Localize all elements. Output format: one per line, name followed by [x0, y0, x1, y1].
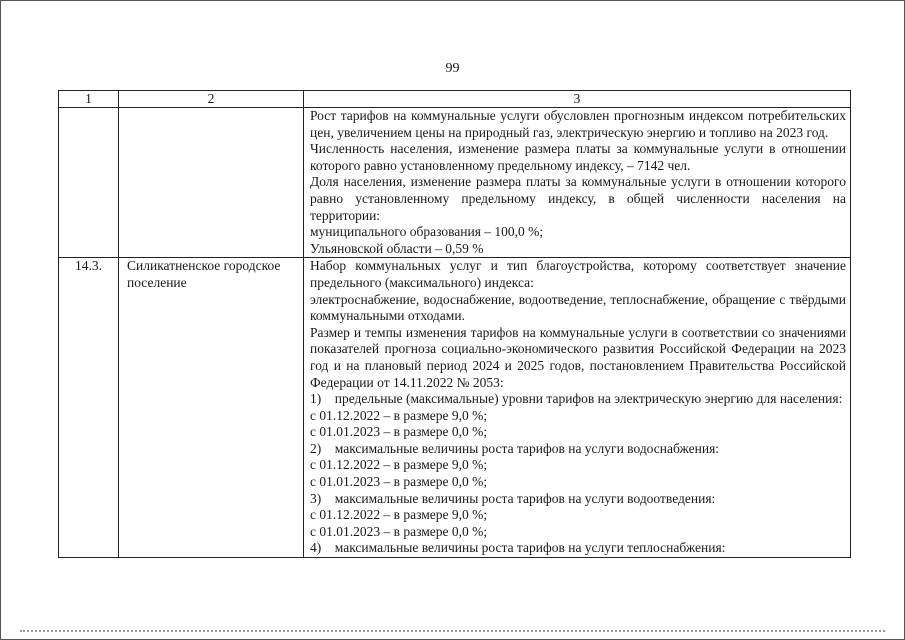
- electricity-tariff-paragraph: 1) предельные (максимальные) уровни тарифов на электрическую энергию для населения:: [310, 391, 843, 407]
- row1-col1: [59, 108, 119, 258]
- drainage-jan-line: с 01.01.2023 – в размере 0,0 %;: [310, 523, 488, 539]
- table-header-row: [59, 91, 851, 108]
- row1-col3: [304, 108, 851, 258]
- electricity-rate-jan-line: с 01.01.2023 – в размере 0,0 %;: [310, 424, 488, 440]
- drainage-dec-line: с 01.12.2022 – в размере 9,0 %;: [310, 507, 488, 523]
- table-row: [59, 108, 851, 258]
- services-set-paragraph: Набор коммунальных услуг и тип благоустройства, которому соответствует значение предельного (максимального) индекса:: [310, 258, 846, 290]
- drainage-heading: 3) максимальные величины роста тарифов на услуги водоотведения:: [310, 490, 716, 506]
- header-col-1: 1: [59, 91, 119, 108]
- region-share-line: Ульяновской области – 0,59 %: [310, 240, 484, 256]
- page-number: 99: [445, 61, 460, 76]
- population-share-paragraph: Доля населения, изменение размера платы за коммунальные услуги в отношении которого равно установленному предельному индексу, в общей численности населения на территории:: [310, 174, 846, 223]
- header-col-3: 3: [304, 91, 851, 108]
- row2-col3: [304, 258, 851, 558]
- water-supply-jan-line: с 01.01.2023 – в размере 0,0 %;: [310, 474, 488, 490]
- tariff-forecast-paragraph: Размер и темпы изменения тарифов на коммунальные услуги в соответствии со значениями показателей прогноза социально-экономического развития Российской Федерации на 2023 год и на плановый период 2024 и 2025 годов, постановлением Правительства Российской Федерации от 14.11.2022 № 2053:: [310, 324, 846, 390]
- water-supply-dec-line: с 01.12.2022 – в размере 9,0 %;: [310, 457, 488, 473]
- municipal-share-line: муниципального образования – 100,0 %;: [310, 224, 544, 240]
- population-count-paragraph: Численность населения, изменение размера платы за коммунальные услуги в отношении которого равно установленному предельному индексу, – 7142 чел.: [310, 141, 846, 173]
- services-list-paragraph: электроснабжение, водоснабжение, водоотведение, теплоснабжение, обращение с твёрдыми коммунальными отходами.: [310, 291, 846, 324]
- scan-edge-artifact: [20, 630, 885, 634]
- water-supply-heading: 2) максимальные величины роста тарифов на услуги водоснабжения:: [310, 440, 720, 456]
- table-row: [59, 258, 851, 558]
- tariff-growth-paragraph: Рост тарифов на коммунальные услуги обусловлен прогнозным индексом потребительских цен, увеличением цены на природный газ, электрическую энергию и топливо на 2023 год.: [310, 108, 846, 140]
- row2-settlement-name: Силикатненское городское поселение: [119, 258, 304, 558]
- electricity-rate-dec-line: с 01.12.2022 – в размере 9,0 %;: [310, 407, 488, 423]
- row2-number: 14.3.: [59, 258, 119, 558]
- heat-supply-heading: 4) максимальные величины роста тарифов на услуги теплоснабжения:: [310, 540, 726, 556]
- header-col-2: 2: [119, 91, 304, 108]
- row1-col2: [119, 108, 304, 258]
- tariff-table: [58, 90, 851, 558]
